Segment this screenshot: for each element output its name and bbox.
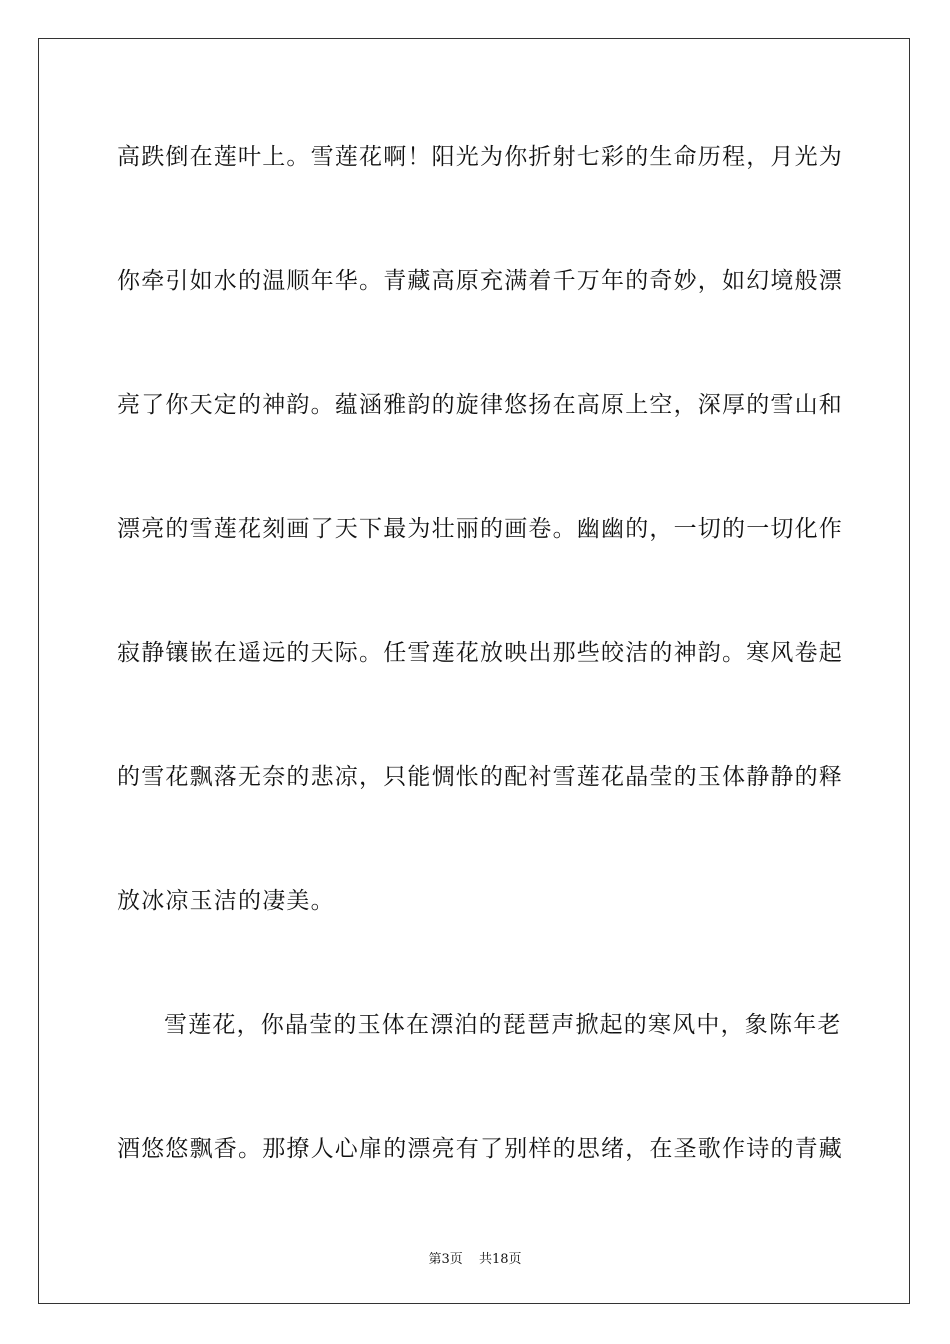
page-number: 第3页 <box>428 1252 463 1267</box>
text-line: 高跌倒在莲叶上。雪莲花啊！阳光为你折射七彩的生命历程，月光为 <box>117 144 843 170</box>
text-line: 酒悠悠飘香。那撩人心扉的漂亮有了别样的思绪，在圣歌作诗的青藏 <box>117 1136 843 1162</box>
page-footer <box>0 1248 950 1267</box>
text-line-indented: 雪莲花，你晶莹的玉体在漂泊的琵琶声掀起的寒风中，象陈年老 <box>164 1012 842 1038</box>
text-line: 寂静镶嵌在遥远的天际。任雪莲花放映出那些皎洁的神韵。寒风卷起 <box>117 640 843 666</box>
text-line: 的雪花飘落无奈的悲凉，只能惆怅的配衬雪莲花晶莹的玉体静静的释 <box>117 764 843 790</box>
page-total: 共18页 <box>478 1252 522 1267</box>
text-line: 放冰凉玉洁的凄美。 <box>117 888 335 914</box>
text-line: 你牵引如水的温顺年华。青藏高原充满着千万年的奇妙，如幻境般漂 <box>117 268 843 294</box>
document-body <box>117 126 843 1242</box>
text-line: 亮了你天定的神韵。蕴涵雅韵的旋律悠扬在高原上空，深厚的雪山和 <box>117 392 843 418</box>
text-line: 漂亮的雪莲花刻画了天下最为壮丽的画卷。幽幽的，一切的一切化作 <box>117 516 843 542</box>
